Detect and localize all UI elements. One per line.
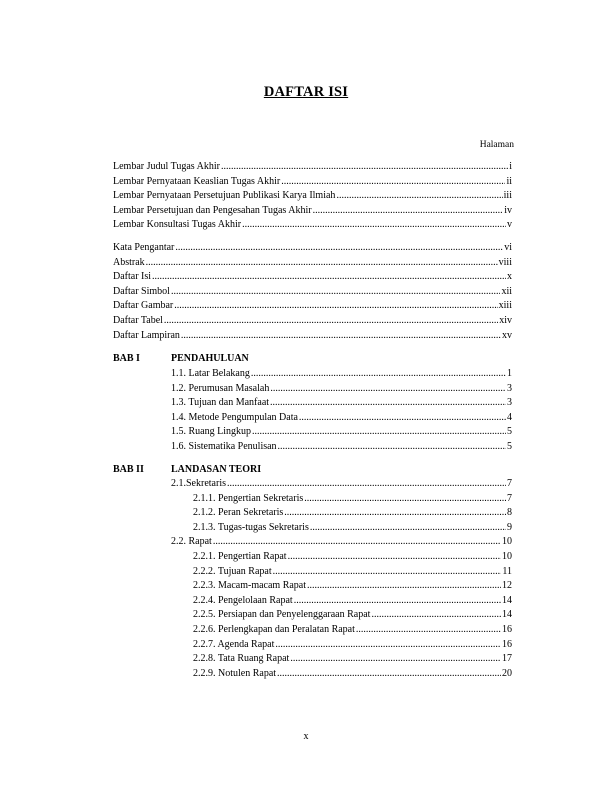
toc-entry-label: 1.1. Latar Belakang	[171, 368, 250, 379]
toc-entry	[171, 535, 512, 549]
toc-entry-page: 10	[502, 551, 512, 562]
toc-entry-page: 3	[507, 397, 512, 409]
toc-entry-label: 2.1.3. Tugas-tugas Sekretaris	[193, 521, 309, 533]
toc-entry	[171, 396, 512, 410]
toc-entry	[113, 256, 512, 270]
toc-entry	[171, 367, 512, 381]
toc-entry-page: 14	[502, 609, 512, 621]
toc-entry	[193, 550, 512, 564]
dot-leader	[281, 175, 505, 189]
toc-entry-label: Lembar Pernyataan Keaslian Tugas Akhir	[113, 175, 281, 187]
toc-entry	[113, 189, 512, 203]
dot-leader	[270, 396, 506, 410]
toc-entry	[113, 204, 512, 218]
toc-entry-label: 1.3. Tujuan dan Manfaat	[171, 397, 270, 409]
dot-leader	[275, 638, 501, 652]
toc-entry-page: 16	[502, 624, 512, 635]
toc-entry	[113, 285, 512, 299]
dot-leader	[213, 535, 501, 549]
toc-entry	[193, 506, 512, 520]
toc-entry-label: Lembar Persetujuan dan Pengesahan Tugas Akhir	[113, 204, 312, 216]
toc-entry-page: 5	[507, 426, 512, 438]
toc-entry-label: Abstrak	[113, 256, 145, 268]
toc-entry	[113, 299, 512, 313]
dot-leader	[336, 189, 502, 203]
dot-leader	[313, 204, 504, 218]
halaman-header: Halaman	[479, 140, 514, 150]
bab1-number: BAB I	[113, 353, 140, 364]
toc-entry	[113, 270, 512, 284]
dot-leader	[252, 425, 506, 439]
toc-entry-label: 2.2.7. Agenda Rapat	[193, 638, 275, 650]
toc-entry-label: 2.1.2. Peran Sekretaris	[193, 507, 284, 519]
toc-entry	[193, 638, 512, 652]
toc-entry-label: 1.4. Metode Pengumpulan Data	[171, 411, 298, 423]
dot-leader	[371, 608, 501, 622]
toc-entry-page: iv	[504, 204, 512, 216]
toc-entry-label: 2.2.2. Tujuan Rapat	[193, 565, 272, 577]
toc-entry	[171, 425, 512, 439]
toc-entry	[193, 579, 512, 593]
toc-entry	[193, 492, 512, 506]
toc-entry	[171, 382, 512, 396]
toc-entry	[193, 594, 512, 608]
bab2-title: LANDASAN TEORI	[171, 464, 262, 475]
toc-entry-label: 2.2.6. Perlengkapan dan Peralatan Rapat	[193, 624, 355, 635]
toc-entry	[193, 565, 512, 579]
dot-leader	[152, 270, 506, 284]
toc-entry-label: Daftar Tabel	[113, 315, 163, 326]
toc-entry	[193, 608, 512, 622]
toc-entry-page: viii	[498, 256, 512, 268]
toc-entry-label: Daftar Lampiran	[113, 329, 180, 341]
toc-entry-page: x	[507, 271, 512, 283]
toc-entry-page: i	[509, 161, 512, 172]
toc-entry-label: Kata Pengantar	[113, 242, 175, 253]
toc-entry-page: xv	[502, 329, 512, 341]
toc-entry	[113, 329, 512, 343]
dot-leader	[242, 218, 506, 232]
dot-leader	[146, 256, 498, 270]
dot-leader	[227, 477, 506, 491]
toc-entry-page: ii	[506, 175, 512, 187]
toc-entry-page: 8	[507, 507, 512, 519]
dot-leader	[181, 329, 501, 343]
toc-entry-page: v	[507, 219, 512, 231]
toc-entry-page: 10	[502, 536, 512, 548]
toc-entry-page: 14	[502, 594, 512, 606]
toc-entry-label: 2.1.Sekretaris	[171, 478, 226, 489]
dot-leader	[278, 440, 506, 454]
toc-entry-label: 2.1.1. Pengertian Sekretaris	[193, 492, 304, 504]
dot-leader	[284, 506, 506, 520]
toc-entry-label: 2.2.3. Macam-macam Rapat	[193, 580, 307, 592]
dot-leader	[299, 411, 506, 425]
toc-entry-label: 1.2. Perumusan Masalah	[171, 382, 270, 394]
toc-entry	[193, 652, 512, 666]
toc-entry-page: iii	[503, 190, 512, 202]
toc-entry-page: 5	[507, 441, 512, 452]
toc-entry-page: 11	[502, 565, 512, 577]
dot-leader	[221, 160, 508, 174]
toc-entry-page: 12	[502, 580, 512, 592]
toc-entry-label: 1.6. Sistematika Penulisan	[171, 441, 277, 452]
dot-leader	[356, 623, 501, 637]
dot-leader	[310, 521, 506, 535]
toc-entry	[113, 218, 512, 232]
toc-entry	[113, 241, 512, 255]
dot-leader	[307, 579, 501, 593]
toc-entry-page: xiv	[499, 315, 512, 326]
toc-entry-label: Daftar Isi	[113, 271, 152, 283]
toc-entry-label: Lembar Pernyataan Persetujuan Publikasi Karya Ilmiah	[113, 190, 336, 202]
dot-leader	[277, 667, 501, 681]
dot-leader	[304, 492, 506, 506]
bab2-number: BAB II	[113, 464, 144, 475]
toc-entry-label: 2.2.9. Notulen Rapat	[193, 667, 277, 679]
toc-entry-label: 2.2.8. Tata Ruang Rapat	[193, 653, 290, 665]
toc-entry	[113, 160, 512, 174]
toc-entry-page: xii	[501, 285, 512, 297]
toc-entry-label: Lembar Judul Tugas Akhir	[113, 161, 220, 172]
toc-entry	[113, 314, 512, 328]
toc-entry-page: xiii	[498, 300, 512, 312]
dot-leader	[174, 299, 497, 313]
toc-entry-page: 17	[502, 653, 512, 665]
dot-leader	[288, 550, 501, 564]
toc-entry-label: 1.5. Ruang Lingkup	[171, 426, 251, 438]
toc-entry-label: Lembar Konsultasi Tugas Akhir	[113, 219, 242, 231]
dot-leader	[175, 241, 503, 255]
toc-entry-page: 20	[502, 667, 512, 679]
bab1-title: PENDAHULUAN	[171, 353, 249, 364]
toc-entry-page: 7	[507, 478, 512, 489]
toc-entry-page: 1	[507, 368, 512, 379]
toc-entry-label: Daftar Simbol	[113, 285, 170, 297]
page-number: x	[303, 731, 309, 742]
toc-entry-page: 16	[502, 638, 512, 650]
toc-entry	[193, 521, 512, 535]
toc-entry-label: 2.2. Rapat	[171, 536, 212, 548]
dot-leader	[171, 285, 501, 299]
toc-entry-page: 4	[507, 411, 512, 423]
toc-entry-page: vi	[504, 242, 512, 253]
toc-entry-label: 2.2.5. Persiapan dan Penyelenggaraan Rapat	[193, 609, 371, 621]
toc-entry	[171, 411, 512, 425]
toc-entry	[171, 440, 512, 454]
toc-entry	[193, 667, 512, 681]
page-title: DAFTAR ISI	[263, 84, 349, 100]
toc-entry-page: 3	[507, 382, 512, 394]
toc-entry-page: 7	[507, 492, 512, 504]
dot-leader	[294, 594, 501, 608]
dot-leader	[270, 382, 506, 396]
toc-entry	[113, 175, 512, 189]
toc-entry-label: 2.2.4. Pengelolaan Rapat	[193, 594, 293, 606]
dot-leader	[290, 652, 501, 666]
dot-leader	[164, 314, 498, 328]
dot-leader	[273, 565, 502, 579]
toc-entry	[171, 477, 512, 491]
toc-entry	[193, 623, 512, 637]
toc-entry-label: 2.2.1. Pengertian Rapat	[193, 551, 287, 562]
dot-leader	[251, 367, 506, 381]
toc-entry-label: Daftar Gambar	[113, 300, 174, 312]
toc-entry-page: 9	[507, 521, 512, 533]
